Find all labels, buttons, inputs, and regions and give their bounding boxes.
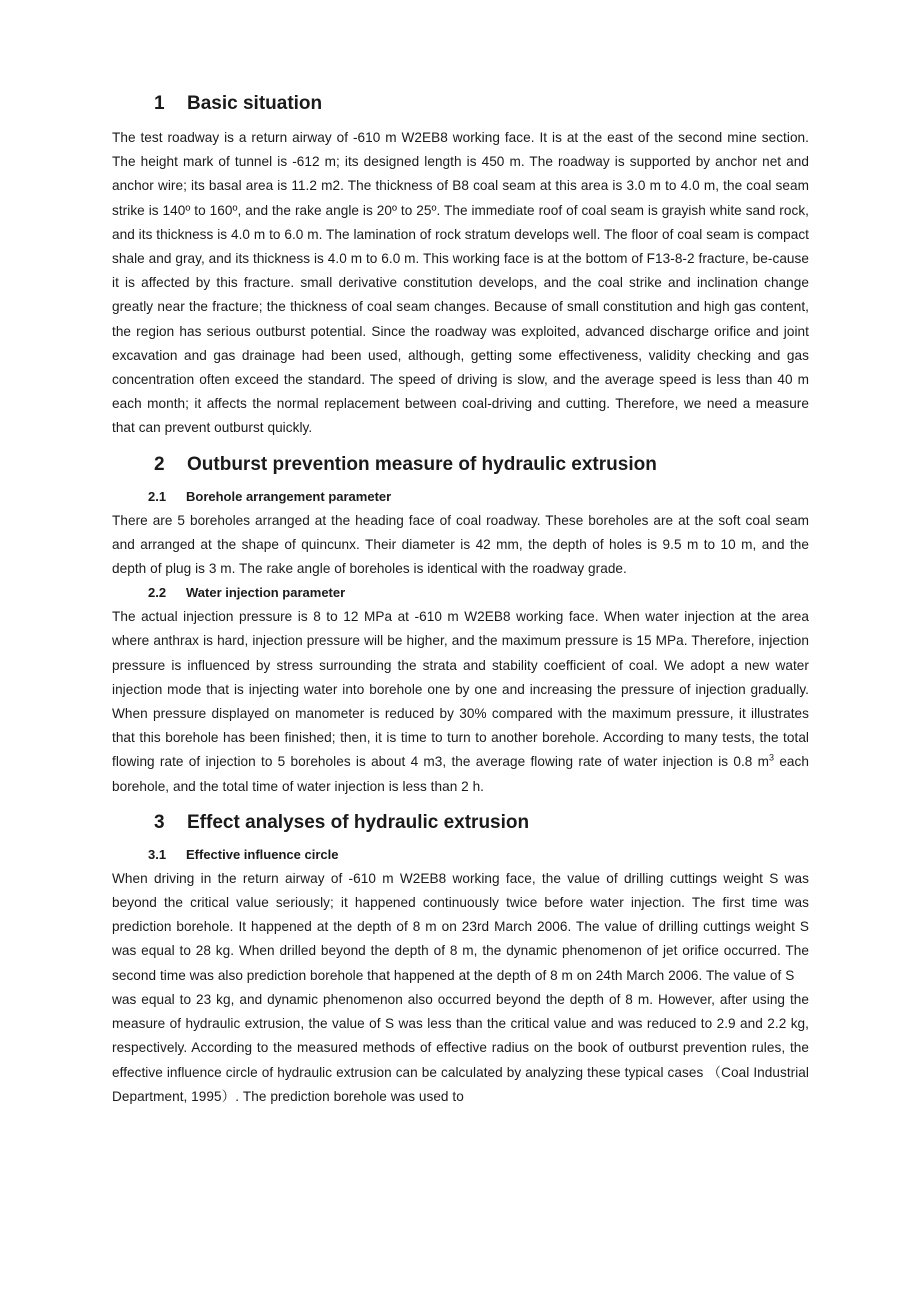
section-2-2-text-b: each borehole, and the total time of water injection is less than 2 h. — [112, 754, 809, 794]
section-2-2-text-a: The actual injection pressure is 8 to 12 MPa at -610 m W2EB8 working face. When water injection at the area where anthrax is hard, injection pressure will be higher, and the maximum pressure is 15 MPa. Therefore, injection pressure is influenced by stress surrounding the strata and stability coefficient of coal. We adopt a new water injection mode that is injecting water into borehole one by one and increasing the pressure of injection gradually. When pressure displayed on manometer is reduced by 30% compared with the maximum pressure, it illustrates that this borehole has been finished; then, it is time to turn to another borehole. According to many tests, the total flowing rate of injection to 5 boreholes is about 4 m3, the average flowing rate of water injection is 0.8 m — [112, 609, 809, 770]
section-2-title: Outburst prevention measure of hydraulic extrusion — [187, 453, 657, 475]
section-3-heading — [112, 811, 809, 835]
section-3-1-number: 3.1 — [148, 846, 167, 862]
section-2-number: 2 — [154, 453, 165, 475]
section-3-1-paragraph-b: was equal to 23 kg, and dynamic phenomenon also occurred beyond the depth of 8 m. However, after using the measure of hydraulic extrusion, the value of S was less than the critical value and was reduced to 2.9 and 2.2 kg, respectively. According to the measured methods of effective radius on the book of outburst prevention rules, the effective influence circle of hydraulic extrusion can be calculated by analyzing these typical cases （Coal Industrial Department, 1995）. The prediction borehole was used to — [112, 991, 809, 1104]
section-2-1-heading — [112, 485, 809, 509]
section-2-1-paragraph: There are 5 boreholes arranged at the heading face of coal roadway. These boreholes are at the soft coal seam and arranged at the shape of quincunx. Their diameter is 42 mm, the depth of holes is 9.5 m to 10 m, and the depth of plug is 3 m. The rake angle of boreholes is identical with the roadway grade. — [112, 512, 809, 577]
section-3-title: Effect analyses of hydraulic extrusion — [187, 811, 530, 833]
section-2-2-heading — [112, 581, 809, 605]
section-1-number: 1 — [154, 93, 165, 114]
section-2-1-number: 2.1 — [148, 488, 167, 504]
section-2-heading — [112, 453, 809, 477]
section-3-number: 3 — [154, 811, 165, 833]
section-1-heading — [112, 92, 809, 116]
section-2-1-title: Borehole arrangement parameter — [186, 488, 392, 504]
section-3-1-heading — [112, 843, 809, 867]
cubic-superscript: 3 — [769, 752, 775, 763]
section-3-1-title: Effective influence circle — [186, 846, 339, 862]
section-2-2-title: Water injection parameter — [186, 585, 346, 601]
document-page — [112, 92, 809, 1109]
section-2-2-paragraph — [112, 605, 809, 799]
section-1-title: Basic situation — [187, 93, 323, 114]
section-1-paragraph: The test roadway is a return airway of -610 m W2EB8 working face. It is at the east of the second mine section. The height mark of tunnel is -612 m; its designed length is 450 m. The roadway is supported by anchor net and anchor wire; its basal area is 11.2 m2. The thickness of B8 coal seam at this area is 3.0 m to 4.0 m, the coal seam strike is 140º to 160º, and the rake angle is 20º to 25º. The immediate roof of coal seam is grayish white sand rock, and its thickness is 4.0 m to 6.0 m. The lamination of rock stratum develops well. The floor of coal seam is compact shale and gray, and its thickness is 4.0 m to 6.0 m. This working face is at the bottom of F13-8-2 fracture, be-cause it is affected by this fracture. small derivative constitution develops, and the coal strike and inclination change greatly near the fracture; the thickness of coal seam changes. Because of small constitution and high gas content, the region has serious outburst potential. Since the roadway was exploited, advanced discharge orifice and joint excavation and gas drainage had been used, although, getting some effectiveness, validity checking and gas concentration often exceed the standard. The speed of driving is slow, and the average speed is less than 40 m each month; it affects the normal replacement between coal-driving and cutting. Therefore, we need a measure that can prevent outburst quickly. — [112, 130, 809, 436]
section-3-1-paragraph-a: When driving in the return airway of -610 m W2EB8 working face, the value of drilling cuttings weight S was beyond the critical value seriously; it happened continuously twice before water injection. The first time was prediction borehole. It happened at the depth of 8 m on 23rd March 2006. The value of drilling cuttings weight S was equal to 28 kg. When drilled beyond the depth of 8 m, the dynamic phenomenon of jet orifice occurred. The second time was also prediction borehole that happened at the depth of 8 m on 24th March 2006. The value of S — [112, 870, 809, 983]
section-2-2-number: 2.2 — [148, 585, 167, 601]
